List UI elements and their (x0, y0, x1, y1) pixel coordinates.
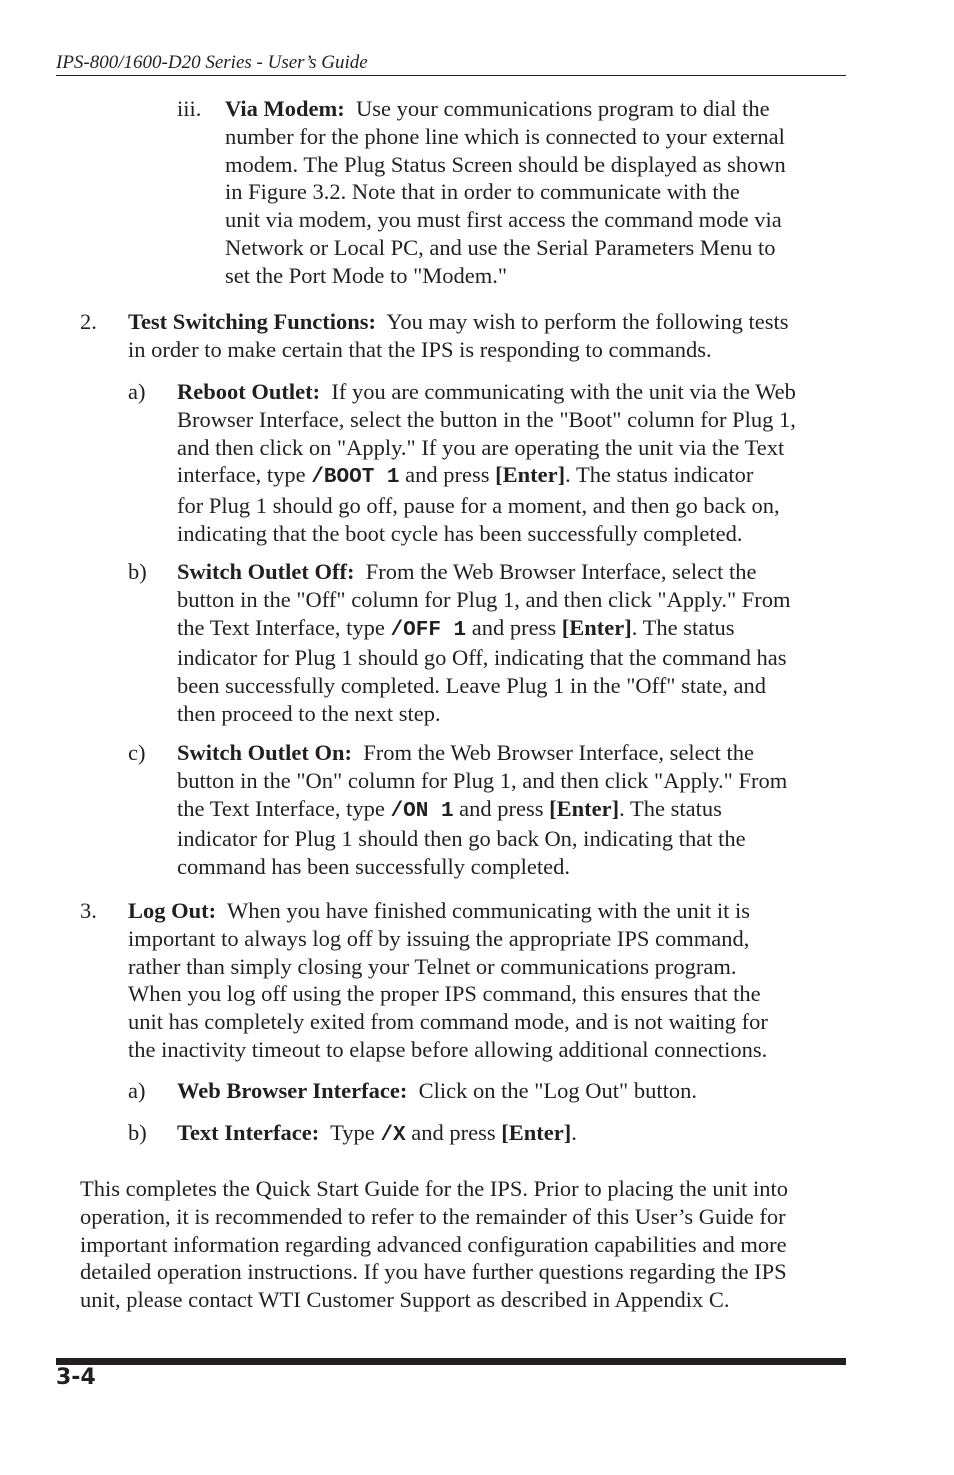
subitem-marker: a) (128, 1078, 146, 1103)
closing-paragraph: This completes the Quick Start Guide for the IPS. Prior to placing the unit into operation, it is recommended to refer to the remainder of this User’s Guide for important information regarding advanced configuration capabilities and more detailed operation instructions. If you have further questions regarding the IPS unit, please contact WTI Customer Support as described in Appendix C. (80, 1176, 789, 1313)
item-title: Log Out: (128, 898, 217, 923)
key-text: [Enter] (501, 1120, 572, 1145)
footer-rule (56, 1358, 846, 1365)
command-text: /X (380, 1124, 406, 1147)
item-marker: 3. (80, 898, 97, 923)
subitem-title: Web Browser Interface: (177, 1078, 408, 1103)
key-text: [Enter] (549, 795, 620, 821)
command-text: /BOOT 1 (311, 466, 400, 490)
item-via-modem: Via Modem: Use your communications program to dial the number for the phone line which is connected to your external modem. The Plug Status Screen should be displayed as shown in Figure 3.2. Note that in order to communicate with the unit via modem, you must first access the command mode via Network or Local PC, and use the Serial Parameters Menu to set the Port Mode to "Modem." (225, 96, 786, 288)
subitem-marker: b) (128, 559, 147, 584)
subitem-text-interface: Text Interface: Type /X and press [Enter]. (177, 1120, 577, 1147)
key-text: [Enter] (495, 462, 566, 488)
command-text: /OFF 1 (390, 618, 467, 642)
subitem-switch-outlet-off: Switch Outlet Off: From the Web Browser Interface, select the button in the "Off" column for Plug 1, and then click "Apply." From the Text Interface, type /OFF 1 and press [Enter]. The status indicator for Plug 1 should go Off, indicating that the command has been successfully completed. Leave Plug 1 in the "Off" state, and then proceed to the next step. (177, 559, 791, 726)
item-test-switching: Test Switching Functions: You may wish to perform the following tests in order to make certain that the IPS is responding to commands. (128, 309, 789, 362)
item-marker: 2. (80, 309, 97, 334)
page-number: 3-4 (56, 1365, 96, 1390)
key-text: [Enter] (561, 614, 632, 640)
item-title: Test Switching Functions: (128, 309, 376, 334)
subitem-web-browser-interface: Web Browser Interface: Click on the "Log Out" button. (177, 1078, 697, 1103)
subitem-title: Text Interface: (177, 1120, 320, 1145)
item-marker: iii. (177, 96, 202, 121)
item-log-out: Log Out: When you have finished communicating with the unit it is important to always log off by issuing the appropriate IPS command, rather than simply closing your Telnet or communications program. When you log off using the proper IPS command, this ensures that the unit has completely exited from command mode, and is not waiting for the inactivity timeout to elapse before allowing additional connections. (128, 898, 768, 1062)
subitem-title: Reboot Outlet: (177, 379, 321, 404)
subitem-title: Switch Outlet On: (177, 740, 353, 765)
subitem-title: Switch Outlet Off: (177, 559, 355, 584)
subitem-reboot-outlet: Reboot Outlet: If you are communicating with the unit via the Web Browser Interface, select the button in the "Boot" column for Plug 1, and then click on "Apply." If you are operating the unit via the Text interface, type /BOOT 1 and press [Enter]. The status indicator for Plug 1 should go off, pause for a moment, and then go back on, indicating that the boot cycle has been successfully completed. (177, 379, 796, 546)
subitem-marker: b) (128, 1120, 147, 1145)
command-text: /ON 1 (390, 799, 454, 823)
subitem-switch-outlet-on: Switch Outlet On: From the Web Browser Interface, select the button in the "On" column for Plug 1, and then click "Apply." From the Text Interface, type /ON 1 and press [Enter]. The status indicator for Plug 1 should then go back On, indicating that the command has been successfully completed. (177, 740, 788, 880)
subitem-marker: c) (128, 740, 146, 765)
subitem-marker: a) (128, 379, 146, 404)
running-header: IPS-800/1600-D20 Series - User’s Guide (56, 52, 846, 76)
item-title: Via Modem: (225, 96, 345, 121)
